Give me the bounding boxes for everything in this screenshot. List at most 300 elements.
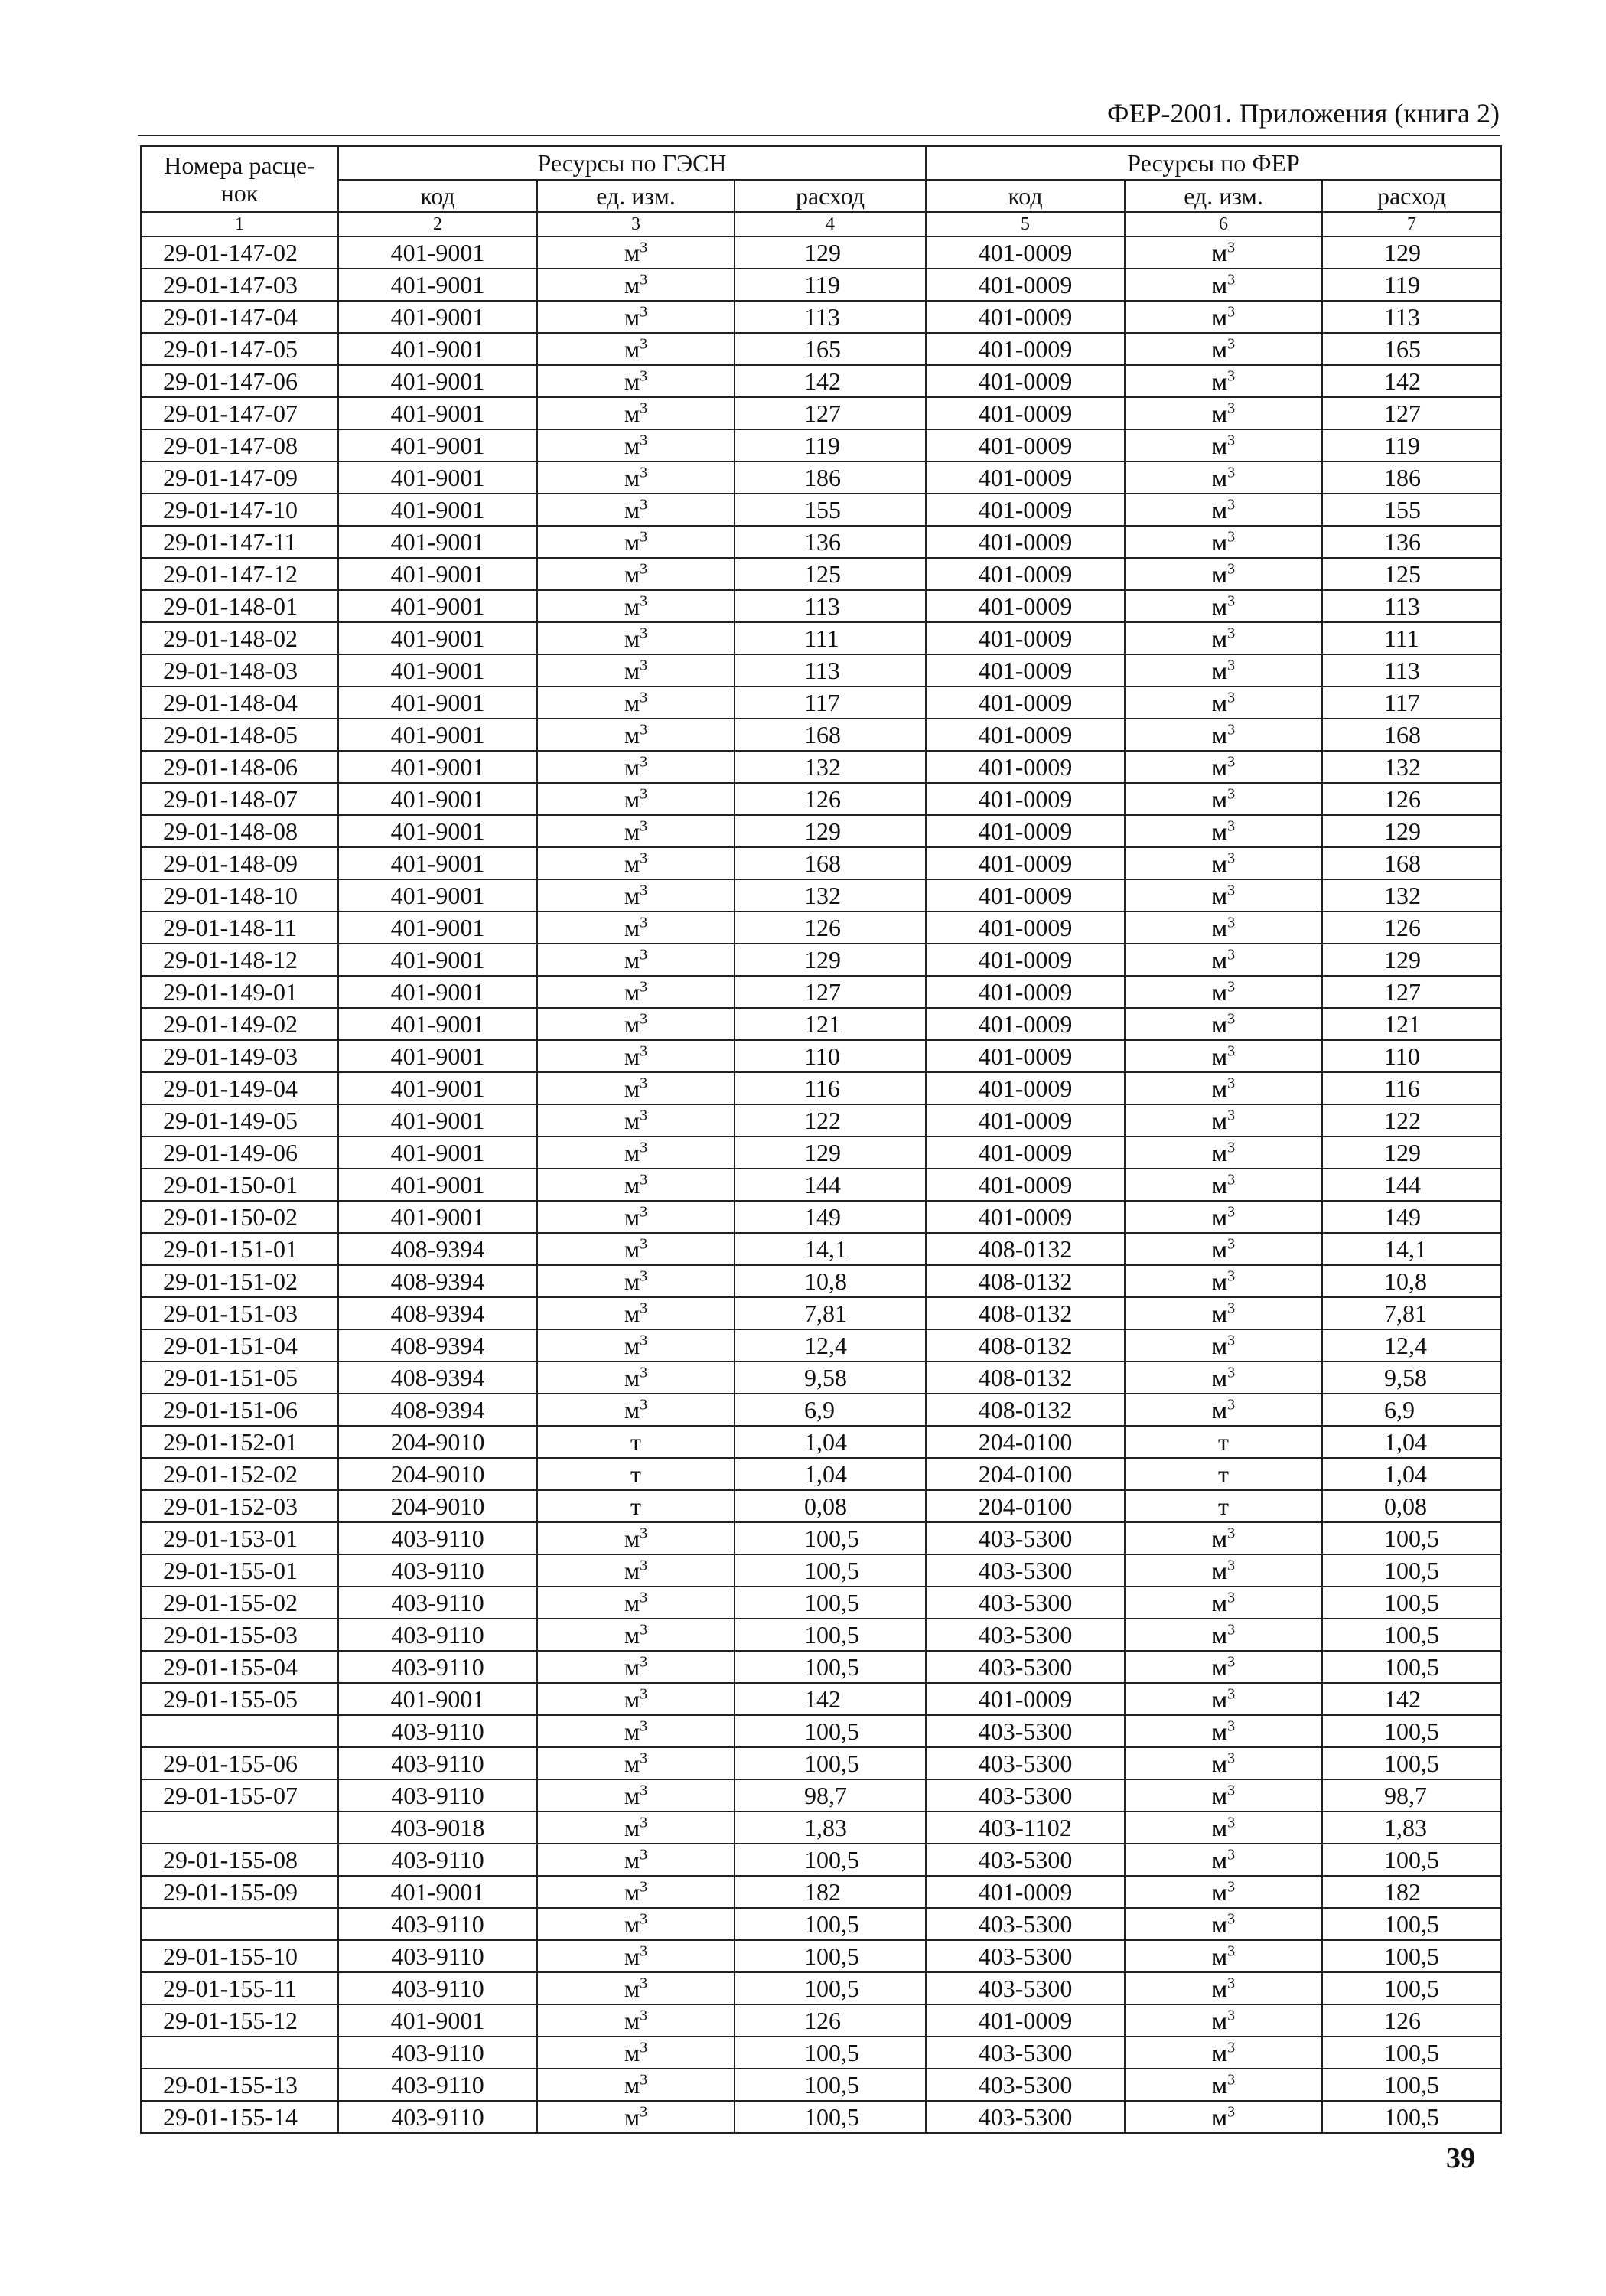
fer-code-cell: 401-0009 bbox=[926, 526, 1125, 558]
unit-symbol: м bbox=[1211, 528, 1228, 556]
unit-symbol: м bbox=[624, 753, 640, 781]
rate-number-cell: 29-01-152-02 bbox=[141, 1458, 338, 1490]
gesn-unit-cell bbox=[537, 751, 735, 783]
table-row bbox=[141, 751, 1501, 783]
gesn-code-cell: 408-9394 bbox=[338, 1394, 537, 1426]
unit-symbol: м bbox=[1211, 1235, 1228, 1263]
unit-symbol: м bbox=[624, 1171, 640, 1199]
fer-usage-cell: 1,04 bbox=[1322, 1458, 1501, 1490]
gesn-code-cell: 401-9001 bbox=[338, 815, 537, 847]
gesn-code-cell: 403-9110 bbox=[338, 2069, 537, 2101]
fer-usage-cell: 100,5 bbox=[1322, 2069, 1501, 2101]
table-row bbox=[141, 333, 1501, 365]
gesn-code-cell: 403-9110 bbox=[338, 1972, 537, 2004]
unit-exponent: 3 bbox=[640, 946, 648, 964]
fer-unit-cell bbox=[1125, 1008, 1322, 1040]
fer-group-header: Ресурсы по ФЕР bbox=[926, 146, 1501, 180]
rate-number-cell: 29-01-151-03 bbox=[141, 1297, 338, 1329]
unit-exponent: 3 bbox=[640, 1010, 648, 1028]
table-row bbox=[141, 1201, 1501, 1233]
gesn-usage-cell: 129 bbox=[735, 815, 926, 847]
rate-number-cell: 29-01-155-08 bbox=[141, 1844, 338, 1876]
unit-symbol: м bbox=[624, 1396, 640, 1424]
rate-number-cell: 29-01-149-02 bbox=[141, 1008, 338, 1040]
unit-exponent: 3 bbox=[1227, 432, 1236, 449]
gesn-usage-cell: 149 bbox=[735, 1201, 926, 1233]
gesn-code-cell: 401-9001 bbox=[338, 494, 537, 526]
unit-symbol: м bbox=[624, 367, 640, 395]
fer-usage-cell: 98,7 bbox=[1322, 1779, 1501, 1812]
fer-code-cell: 401-0009 bbox=[926, 429, 1125, 461]
unit-exponent: 3 bbox=[1227, 1235, 1236, 1253]
unit-exponent: 3 bbox=[1227, 1910, 1236, 1928]
unit-symbol: м bbox=[624, 978, 640, 1006]
gesn-unit-cell bbox=[537, 1619, 735, 1651]
gesn-code-cell: 401-9001 bbox=[338, 751, 537, 783]
rate-number-cell: 29-01-152-03 bbox=[141, 1490, 338, 1522]
unit-symbol: м bbox=[1211, 464, 1228, 491]
unit-symbol: м bbox=[1211, 1910, 1228, 1938]
table-row bbox=[141, 1072, 1501, 1104]
fer-unit-cell bbox=[1125, 558, 1322, 590]
unit-symbol: м bbox=[624, 592, 640, 620]
unit-exponent: 3 bbox=[1227, 2103, 1236, 2121]
unit-symbol: м bbox=[1211, 1010, 1228, 1038]
gesn-usage-cell: 117 bbox=[735, 687, 926, 719]
unit-exponent: 3 bbox=[1227, 657, 1236, 674]
fer-usage-cell: 117 bbox=[1322, 687, 1501, 719]
gesn-usage-cell: 132 bbox=[735, 879, 926, 912]
unit-symbol: м bbox=[624, 1332, 640, 1359]
gesn-unit-cell bbox=[537, 2101, 735, 2133]
unit-exponent: 3 bbox=[640, 785, 648, 803]
unit-exponent: 3 bbox=[1227, 882, 1236, 899]
gesn-unit-cell bbox=[537, 1587, 735, 1619]
gesn-code-cell: 401-9001 bbox=[338, 944, 537, 976]
gesn-usage-cell: 113 bbox=[735, 301, 926, 333]
gesn-usage-cell: 1,83 bbox=[735, 1812, 926, 1844]
unit-symbol: м bbox=[624, 303, 640, 331]
fer-unit-cell bbox=[1125, 365, 1322, 397]
column-number: 5 bbox=[926, 212, 1125, 236]
fer-code-cell: 401-0009 bbox=[926, 333, 1125, 365]
gesn-unit-cell bbox=[537, 2004, 735, 2037]
rate-number-cell: 29-01-151-06 bbox=[141, 1394, 338, 1426]
gesn-unit-cell bbox=[537, 912, 735, 944]
fer-code-cell: 401-0009 bbox=[926, 365, 1125, 397]
gesn-unit-cell bbox=[537, 1651, 735, 1683]
unit-symbol: м bbox=[624, 785, 640, 813]
gesn-unit-cell bbox=[537, 397, 735, 429]
unit-exponent: 3 bbox=[1227, 2071, 1236, 2089]
unit-symbol: м bbox=[624, 850, 640, 877]
table-row bbox=[141, 719, 1501, 751]
unit-exponent: 3 bbox=[1227, 817, 1236, 835]
gesn-unit-cell bbox=[537, 1554, 735, 1587]
unit-symbol: м bbox=[624, 882, 640, 909]
unit-symbol: м bbox=[624, 914, 640, 941]
table-row bbox=[141, 1908, 1501, 1940]
table-row bbox=[141, 1522, 1501, 1554]
unit-symbol: м bbox=[624, 1364, 640, 1391]
rate-number-cell: 29-01-148-12 bbox=[141, 944, 338, 976]
fer-usage-cell: 127 bbox=[1322, 397, 1501, 429]
table-row bbox=[141, 1651, 1501, 1683]
unit-symbol: т bbox=[1218, 1428, 1229, 1456]
gesn-unit-cell bbox=[537, 1233, 735, 1265]
gesn-usage-cell: 100,5 bbox=[735, 1587, 926, 1619]
unit-symbol: м bbox=[1211, 1525, 1228, 1552]
unit-symbol: м bbox=[624, 271, 640, 298]
table-row bbox=[141, 1683, 1501, 1715]
table-row bbox=[141, 461, 1501, 494]
gesn-unit-cell bbox=[537, 1844, 735, 1876]
unit-exponent: 3 bbox=[1227, 1364, 1236, 1381]
gesn-code-cell: 408-9394 bbox=[338, 1362, 537, 1394]
unit-exponent: 3 bbox=[640, 239, 648, 256]
gesn-unit-cell bbox=[537, 1683, 735, 1715]
unit-symbol: м bbox=[1211, 1621, 1228, 1649]
fer-unit-cell bbox=[1125, 1522, 1322, 1554]
unit-exponent: 3 bbox=[1227, 496, 1236, 514]
unit-exponent: 3 bbox=[640, 1942, 648, 1960]
unit-exponent: 3 bbox=[640, 1525, 648, 1542]
unit-exponent: 3 bbox=[1227, 721, 1236, 739]
unit-exponent: 3 bbox=[1227, 2039, 1236, 2056]
gesn-usage-cell: 129 bbox=[735, 236, 926, 269]
unit-exponent: 3 bbox=[640, 657, 648, 674]
gesn-unit-cell bbox=[537, 269, 735, 301]
rate-number-cell: 29-01-147-08 bbox=[141, 429, 338, 461]
fer-code-cell: 401-0009 bbox=[926, 1104, 1125, 1137]
fer-usage-cell: 121 bbox=[1322, 1008, 1501, 1040]
gesn-unit-cell bbox=[537, 1876, 735, 1908]
unit-symbol: м bbox=[1211, 689, 1228, 716]
fer-unit-cell bbox=[1125, 1876, 1322, 1908]
fer-usage-cell: 6,9 bbox=[1322, 1394, 1501, 1426]
unit-symbol: м bbox=[624, 657, 640, 684]
unit-symbol: м bbox=[624, 2007, 640, 2034]
gesn-unit-cell bbox=[537, 1072, 735, 1104]
gesn-unit-cell bbox=[537, 1201, 735, 1233]
table-row bbox=[141, 1329, 1501, 1362]
fer-usage-cell: 126 bbox=[1322, 2004, 1501, 2037]
unit-symbol: м bbox=[1211, 1782, 1228, 1809]
gesn-code-cell: 401-9001 bbox=[338, 1104, 537, 1137]
fer-unit-cell bbox=[1125, 1554, 1322, 1587]
gesn-unit-cell bbox=[537, 1329, 735, 1362]
fer-unit-cell bbox=[1125, 1104, 1322, 1137]
column-number: 4 bbox=[735, 212, 926, 236]
unit-symbol: м bbox=[624, 335, 640, 363]
fer-usage-cell: 100,5 bbox=[1322, 1619, 1501, 1651]
unit-symbol: м bbox=[624, 239, 640, 266]
fer-unit-cell bbox=[1125, 815, 1322, 847]
fer-usage-cell: 144 bbox=[1322, 1169, 1501, 1201]
fer-unit-cell bbox=[1125, 429, 1322, 461]
fer-usage-cell: 116 bbox=[1322, 1072, 1501, 1104]
gesn-usage-cell: 119 bbox=[735, 429, 926, 461]
unit-exponent: 3 bbox=[1227, 1814, 1236, 1831]
fer-code-cell: 403-5300 bbox=[926, 1522, 1125, 1554]
unit-symbol: м bbox=[1211, 1878, 1228, 1906]
gesn-unit-cell bbox=[537, 301, 735, 333]
unit-exponent: 3 bbox=[1227, 1750, 1236, 1767]
unit-symbol: м bbox=[624, 2071, 640, 2099]
page-header: ФЕР-2001. Приложения (книга 2) bbox=[1107, 98, 1500, 129]
fer-code-cell: 401-0009 bbox=[926, 1201, 1125, 1233]
fer-code-cell: 401-0009 bbox=[926, 815, 1125, 847]
table-row bbox=[141, 1426, 1501, 1458]
rate-number-cell: 29-01-149-04 bbox=[141, 1072, 338, 1104]
unit-exponent: 3 bbox=[1227, 978, 1236, 996]
unit-exponent: 3 bbox=[640, 753, 648, 771]
fer-unit-cell bbox=[1125, 1812, 1322, 1844]
fer-code-cell: 401-0009 bbox=[926, 719, 1125, 751]
gesn-unit-cell bbox=[537, 590, 735, 622]
unit-exponent: 3 bbox=[1227, 625, 1236, 642]
unit-symbol: м bbox=[624, 1750, 640, 1777]
fer-unit-cell bbox=[1125, 783, 1322, 815]
fer-usage-cell: 129 bbox=[1322, 1137, 1501, 1169]
unit-symbol: м bbox=[1211, 1975, 1228, 2002]
unit-exponent: 3 bbox=[640, 528, 648, 546]
gesn-code-cell: 401-9001 bbox=[338, 622, 537, 654]
fer-unit-cell bbox=[1125, 1747, 1322, 1779]
fer-code-cell: 403-5300 bbox=[926, 2101, 1125, 2133]
rate-number-cell: 29-01-155-13 bbox=[141, 2069, 338, 2101]
gesn-unit-cell bbox=[537, 2037, 735, 2069]
gesn-usage-cell: 1,04 bbox=[735, 1458, 926, 1490]
fer-code-cell: 401-0009 bbox=[926, 847, 1125, 879]
gesn-usage-cell: 119 bbox=[735, 269, 926, 301]
gesn-code-cell: 401-9001 bbox=[338, 687, 537, 719]
fer-code-cell: 403-5300 bbox=[926, 1619, 1125, 1651]
fer-code-cell: 403-5300 bbox=[926, 1940, 1125, 1972]
gesn-usage-cell: 1,04 bbox=[735, 1426, 926, 1458]
fer-code-cell: 401-0009 bbox=[926, 751, 1125, 783]
fer-usage-cell: 1,04 bbox=[1322, 1426, 1501, 1458]
gesn-code-cell: 401-9001 bbox=[338, 1137, 537, 1169]
fer-unit-cell bbox=[1125, 2101, 1322, 2133]
unit-symbol: м bbox=[1211, 1332, 1228, 1359]
unit-symbol: м bbox=[1211, 400, 1228, 427]
fer-usage-cell: 129 bbox=[1322, 944, 1501, 976]
rate-number-cell: 29-01-155-11 bbox=[141, 1972, 338, 2004]
gesn-code-cell: 401-9001 bbox=[338, 365, 537, 397]
unit-exponent: 3 bbox=[1227, 1171, 1236, 1189]
unit-symbol: м bbox=[624, 1910, 640, 1938]
column-number: 6 bbox=[1125, 212, 1322, 236]
unit-exponent: 3 bbox=[640, 1396, 648, 1414]
unit-exponent: 3 bbox=[640, 1107, 648, 1124]
gesn-usage-cell: 110 bbox=[735, 1040, 926, 1072]
table-row bbox=[141, 944, 1501, 976]
rate-number-cell: 29-01-147-09 bbox=[141, 461, 338, 494]
table-row bbox=[141, 879, 1501, 912]
unit-exponent: 3 bbox=[1227, 400, 1236, 417]
gesn-code-cell: 403-9110 bbox=[338, 2037, 537, 2069]
unit-exponent: 3 bbox=[640, 1235, 648, 1253]
table-row bbox=[141, 1715, 1501, 1747]
gesn-usage-cell: 100,5 bbox=[735, 1844, 926, 1876]
unit-exponent: 3 bbox=[1227, 946, 1236, 964]
fer-usage-cell: 14,1 bbox=[1322, 1233, 1501, 1265]
unit-symbol: м bbox=[1211, 1300, 1228, 1327]
fer-unit-cell bbox=[1125, 461, 1322, 494]
fer-code-cell: 401-0009 bbox=[926, 687, 1125, 719]
fer-code-cell: 401-0009 bbox=[926, 976, 1125, 1008]
unit-exponent: 3 bbox=[640, 464, 648, 481]
unit-symbol: м bbox=[1211, 432, 1228, 459]
gesn-usage-cell: 100,5 bbox=[735, 1972, 926, 2004]
gesn-unit-cell bbox=[537, 1008, 735, 1040]
table-row bbox=[141, 301, 1501, 333]
table-row bbox=[141, 783, 1501, 815]
unit-exponent: 3 bbox=[640, 1589, 648, 1606]
fer-code-cell: 204-0100 bbox=[926, 1490, 1125, 1522]
unit-symbol: м bbox=[1211, 2071, 1228, 2099]
unit-symbol: м bbox=[624, 1814, 640, 1841]
unit-exponent: 3 bbox=[640, 335, 648, 353]
unit-symbol: м bbox=[624, 1235, 640, 1263]
unit-symbol: м bbox=[624, 1139, 640, 1166]
fer-usage-cell: 119 bbox=[1322, 429, 1501, 461]
fer-usage-cell: 9,58 bbox=[1322, 1362, 1501, 1394]
unit-symbol: т bbox=[1218, 1492, 1229, 1520]
gesn-code-cell: 403-9110 bbox=[338, 1844, 537, 1876]
fer-usage-cell: 168 bbox=[1322, 719, 1501, 751]
unit-exponent: 3 bbox=[640, 271, 648, 289]
rate-number-cell: 29-01-155-01 bbox=[141, 1554, 338, 1587]
unit-exponent: 3 bbox=[1227, 1332, 1236, 1349]
unit-exponent: 3 bbox=[640, 496, 648, 514]
fer-usage-cell: 142 bbox=[1322, 365, 1501, 397]
unit-symbol: м bbox=[624, 946, 640, 974]
fer-unit-cell bbox=[1125, 1072, 1322, 1104]
unit-symbol: м bbox=[624, 2039, 640, 2066]
gesn-code-cell: 403-9110 bbox=[338, 1522, 537, 1554]
fer-code-cell: 401-0009 bbox=[926, 1683, 1125, 1715]
unit-exponent: 3 bbox=[1227, 560, 1236, 578]
unit-symbol: м bbox=[1211, 560, 1228, 588]
unit-exponent: 3 bbox=[640, 1139, 648, 1156]
table-row bbox=[141, 236, 1501, 269]
fer-code-cell: 408-0132 bbox=[926, 1362, 1125, 1394]
unit-exponent: 3 bbox=[640, 882, 648, 899]
unit-symbol: м bbox=[1211, 1717, 1228, 1745]
fer-code-cell: 401-0009 bbox=[926, 269, 1125, 301]
unit-exponent: 3 bbox=[640, 2007, 648, 2024]
column-number: 3 bbox=[537, 212, 735, 236]
unit-exponent: 3 bbox=[1227, 785, 1236, 803]
fer-unit-cell bbox=[1125, 1844, 1322, 1876]
gesn-unit-cell bbox=[537, 847, 735, 879]
gesn-code-cell: 401-9001 bbox=[338, 558, 537, 590]
unit-exponent: 3 bbox=[640, 1075, 648, 1092]
fer-usage-cell: 186 bbox=[1322, 461, 1501, 494]
fer-usage-cell: 111 bbox=[1322, 622, 1501, 654]
unit-symbol: м bbox=[1211, 1139, 1228, 1166]
rate-number-cell: 29-01-149-03 bbox=[141, 1040, 338, 1072]
fer-code-cell: 401-0009 bbox=[926, 879, 1125, 912]
unit-exponent: 3 bbox=[1227, 1139, 1236, 1156]
header-rule bbox=[138, 135, 1500, 136]
fer-usage-cell: 100,5 bbox=[1322, 1747, 1501, 1779]
unit-symbol: м bbox=[1211, 817, 1228, 845]
unit-symbol: м bbox=[624, 1267, 640, 1295]
unit-exponent: 3 bbox=[1227, 1782, 1236, 1799]
fer-unit-cell bbox=[1125, 1940, 1322, 1972]
gesn-usage-cell: 98,7 bbox=[735, 1779, 926, 1812]
table-row bbox=[141, 622, 1501, 654]
gesn-unit-cell bbox=[537, 783, 735, 815]
unit-exponent: 3 bbox=[1227, 1846, 1236, 1864]
fer-unit-cell bbox=[1125, 1394, 1322, 1426]
gesn-code-cell: 403-9110 bbox=[338, 1619, 537, 1651]
table-row bbox=[141, 269, 1501, 301]
table-row bbox=[141, 494, 1501, 526]
fer-unit-cell bbox=[1125, 1619, 1322, 1651]
table-row bbox=[141, 1940, 1501, 1972]
unit-exponent: 3 bbox=[1227, 1557, 1236, 1574]
unit-symbol: м bbox=[1211, 882, 1228, 909]
gesn-code-cell: 408-9394 bbox=[338, 1233, 537, 1265]
unit-symbol: м bbox=[1211, 271, 1228, 298]
unit-exponent: 3 bbox=[640, 1910, 648, 1928]
unit-exponent: 3 bbox=[1227, 528, 1236, 546]
rate-number-cell: 29-01-152-01 bbox=[141, 1426, 338, 1458]
gesn-unit-cell bbox=[537, 429, 735, 461]
gesn-code-cell: 403-9110 bbox=[338, 1779, 537, 1812]
fer-unit-cell bbox=[1125, 333, 1322, 365]
gesn-code-cell: 403-9110 bbox=[338, 1587, 537, 1619]
gesn-unit-cell bbox=[537, 558, 735, 590]
table-row bbox=[141, 1297, 1501, 1329]
gesn-usage-cell: 0,08 bbox=[735, 1490, 926, 1522]
fer-code-cell: 403-5300 bbox=[926, 2037, 1125, 2069]
gesn-usage-cell: 126 bbox=[735, 912, 926, 944]
table-row bbox=[141, 1587, 1501, 1619]
table-row bbox=[141, 2069, 1501, 2101]
unit-symbol: м bbox=[1211, 592, 1228, 620]
unit-symbol: м bbox=[1211, 625, 1228, 652]
rate-number-cell: 29-01-149-05 bbox=[141, 1104, 338, 1137]
rate-number-cell: 29-01-147-06 bbox=[141, 365, 338, 397]
gesn-unit-cell bbox=[537, 1265, 735, 1297]
unit-exponent: 3 bbox=[1227, 271, 1236, 289]
gesn-unit-cell bbox=[537, 1490, 735, 1522]
fer-unit-cell bbox=[1125, 1040, 1322, 1072]
fer-usage-cell: 126 bbox=[1322, 912, 1501, 944]
fer-unit-cell bbox=[1125, 1683, 1322, 1715]
gesn-code-cell: 408-9394 bbox=[338, 1297, 537, 1329]
fer-code-cell: 401-0009 bbox=[926, 622, 1125, 654]
unit-symbol: м bbox=[1211, 946, 1228, 974]
rate-number-cell: 29-01-147-03 bbox=[141, 269, 338, 301]
fer-unit-cell bbox=[1125, 751, 1322, 783]
gesn-unit-cell bbox=[537, 1362, 735, 1394]
gesn-code-cell: 401-9001 bbox=[338, 301, 537, 333]
fer-code-cell: 403-5300 bbox=[926, 1587, 1125, 1619]
unit-symbol: м bbox=[1211, 785, 1228, 813]
gesn-unit-cell bbox=[537, 622, 735, 654]
unit-symbol: м bbox=[1211, 496, 1228, 523]
fer-code-cell: 403-1102 bbox=[926, 1812, 1125, 1844]
gesn-usage-cell: 129 bbox=[735, 944, 926, 976]
unit-symbol: м bbox=[624, 496, 640, 523]
gesn-usage-cell: 100,5 bbox=[735, 1940, 926, 1972]
